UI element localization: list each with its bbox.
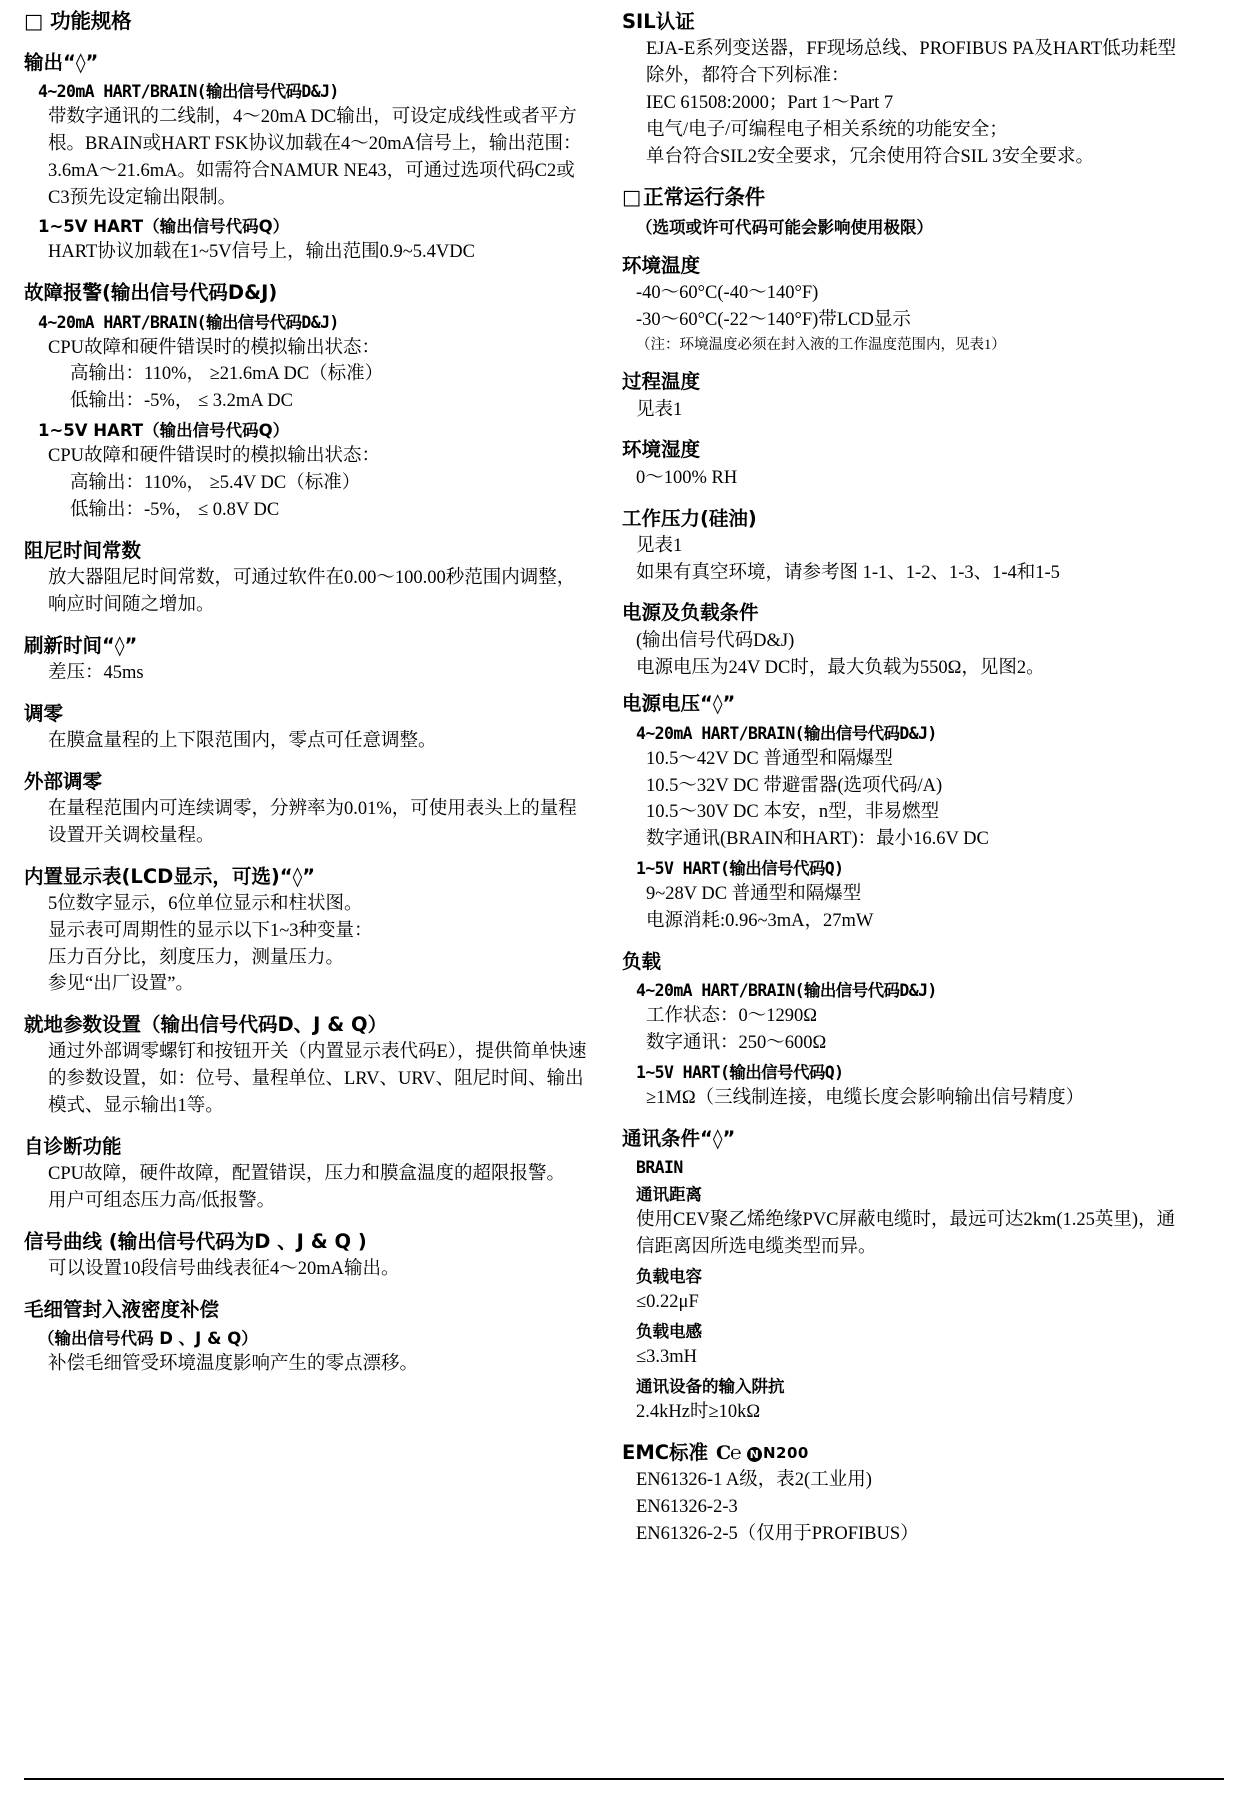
ce-mark-icon: C℮ (716, 1441, 741, 1464)
paragraph-fault-low-output: 低输出：-5%， ≤ 3.2mA DC (70, 391, 293, 412)
heading-ambient-temperature: 环境温度 (622, 254, 701, 278)
paragraph-sil-scope: EJA-E系列变送器，FF现场总线、PROFIBUS PA及HART低功耗型除外，都符合下列标准： (646, 39, 1177, 87)
heading-signal-characterizer: 信号曲线 (输出信号代码为D 、J & Q ) (24, 1229, 367, 1253)
footer-rule (24, 1778, 1224, 1780)
paragraph-update-time: 差压：45ms (48, 662, 144, 683)
paragraph-indicator-variables: 压力百分比，刻度压力，测量压力。 (48, 947, 345, 968)
section-heading-text: 功能规格 (50, 9, 132, 33)
paragraph-signal-characterizer: 可以设置10段信号曲线表征4～20mA输出。 (48, 1259, 400, 1280)
left-column (24, 8, 588, 1548)
paragraph-ambient-temp-range: -40～60°C(-40～140°F) (636, 283, 819, 304)
heading-external-zero-adjust: 外部调零 (24, 769, 103, 793)
subheading-fault-4-20ma: 4~20mA HART/BRAIN(输出信号代码D&J) (38, 312, 339, 332)
paragraph-load-inductance: ≤3.3mH (636, 1346, 698, 1367)
paragraph-sil-functional-safety: 电气/电子/可编程电子相关系统的功能安全； (646, 119, 1008, 140)
paragraph-output-1-5v: HART协议加载在1~5V信号上，输出范围0.9~5.4VDC (48, 242, 475, 263)
paragraph-damping-time-constant: 放大器阻尼时间常数，可通过软件在0.00～100.00秒范围内调整，响应时间随之增加。 (48, 567, 576, 615)
heading-process-temperature: 过程温度 (622, 370, 701, 394)
paragraph-supply-consumption: 电源消耗:0.96~3mA，27mW (646, 910, 874, 931)
paragraph-self-diagnostics-user-alarm: 用户可组态压力高/低报警。 (48, 1191, 276, 1212)
paragraph-indicator-factory-setting: 参见“出厂设置”。 (48, 974, 194, 995)
paragraph-fault-1-5v-high: 高输出：110%， ≥5.4V DC（标准） (70, 472, 361, 493)
paragraph-supply-1-5v-range: 9~28V DC 普通型和隔爆型 (646, 884, 862, 905)
paragraph-fault-4-20ma: CPU故障和硬件错误时的模拟输出状态： (48, 337, 380, 358)
paragraph-self-diagnostics: CPU故障，硬件故障，配置错误，压力和膜盒温度的超限报警。 (48, 1164, 565, 1185)
paragraph-supply-general-flameproof: 10.5～42V DC 普通型和隔爆型 (646, 748, 893, 769)
square-bullet-icon: □ (24, 9, 44, 33)
paragraph-working-pressure-vacuum: 如果有真空环境，请参考图 1-1、1-2、1-3、1-4和1-5 (636, 562, 1060, 583)
heading-communication-requirements: 通讯条件“◊” (622, 1126, 736, 1150)
paragraph-sil-iec: IEC 61508:2000；Part 1～Part 7 (646, 92, 894, 113)
heading-load: 负载 (622, 949, 662, 973)
subheading-supply-4-20ma: 4~20mA HART/BRAIN(输出信号代码D&J) (636, 723, 937, 743)
subheading-load-capacitance: 负载电容 (636, 1266, 702, 1286)
paragraph-capillary-compensation: 补偿毛细管受环境温度影响产生的零点漂移。 (48, 1354, 419, 1375)
heading-output: 输出“◊” (24, 50, 99, 74)
paragraph-zero-adjust: 在膜盒量程的上下限范围内，零点可任意调整。 (48, 730, 437, 751)
heading-supply-voltage: 电源电压“◊” (622, 692, 736, 716)
heading-update-time: 刷新时间“◊” (24, 633, 138, 657)
subheading-output-4-20ma: 4~20mA HART/BRAIN(输出信号代码D&J) (38, 81, 339, 101)
paragraph-sil-levels: 单台符合SIL2安全要求，冗余使用符合SIL 3安全要求。 (646, 146, 1094, 167)
paragraph-external-zero-adjust: 在量程范围内可连续调零，分辨率为0.01%，可使用表头上的量程设置开关调校量程。 (48, 799, 577, 846)
paragraph-ambient-temp-lcd: -30～60°C(-22～140°F)带LCD显示 (636, 310, 911, 331)
paragraph-en61326-2-5: EN61326-2-5（仅用于PROFIBUS） (636, 1523, 919, 1544)
heading-emc-conformity (622, 1439, 1186, 1467)
paragraph-fault-high-output: 高输出：110%， ≥21.6mA DC（标准） (70, 364, 384, 385)
subheading-fault-1-5v: 1~5V HART（输出信号代码Q） (38, 421, 290, 441)
paragraph-load-operating: 工作状态：0～1290Ω (646, 1006, 817, 1027)
n200-mark-icon: N N200 (747, 1443, 809, 1464)
subheading-communication-distance: 通讯距离 (636, 1185, 702, 1205)
heading-working-pressure: 工作压力(硅油) (622, 506, 757, 530)
subheading-load-1-5v: 1~5V HART(输出信号代码Q) (636, 1062, 844, 1082)
paragraph-process-temperature: 见表1 (636, 399, 683, 420)
heading-damping-time-constant: 阻尼时间常数 (24, 538, 142, 562)
paragraph-supply-digital-comm: 数字通讯(BRAIN和HART)：最小16.6V DC (646, 829, 989, 850)
paragraph-output-4-20ma: 带数字通讯的二线制，4～20mA DC输出，可设定成线性或者平方根。BRAIN或HART FSK协议加载在4～20mA信号上，输出范围：3.6mA～21.6mA。如需符合NAMUR NE43，可通过选项代码C2或C3预先设定输出限制。 (48, 107, 582, 208)
heading-local-parameter-setting: 就地参数设置（输出信号代码D、J & Q） (24, 1013, 388, 1037)
right-column (622, 8, 1186, 1548)
paragraph-supply-intrinsic-safe: 10.5～30V DC 本安，n型，非易燃型 (646, 802, 940, 823)
subheading-load-inductance: 负载电感 (636, 1321, 702, 1341)
subheading-supply-1-5v: 1~5V HART(输出信号代码Q) (636, 859, 844, 879)
heading-fault-alarm: 故障报警(输出信号代码D&J) (24, 281, 278, 305)
section-heading-text-2: 正常运行条件 (643, 185, 765, 210)
paragraph-communication-distance: 使用CEV聚乙烯绝缘PVC屏蔽电缆时，最远可达2km(1.25英里)，通信距离因所选电缆类型而异。 (636, 1210, 1176, 1257)
paragraph-supply-arrester: 10.5～32V DC 带避雷器(选项代码/A) (646, 775, 943, 796)
heading-supply-and-load: 电源及负载条件 (622, 601, 759, 625)
emc-marks-group (716, 1441, 809, 1464)
two-column-layout (24, 8, 1224, 1548)
paragraph-en61326-1: EN61326-1 A级，表2(工业用) (636, 1470, 872, 1491)
subheading-input-impedance: 通讯设备的输入阱抗 (636, 1376, 785, 1396)
heading-ambient-humidity: 环境湿度 (622, 438, 701, 462)
subheading-option-code-note: （选项或许可代码可能会影响使用极限） (636, 218, 933, 238)
paragraph-supply-load-code: (输出信号代码D&J) (636, 630, 795, 651)
paragraph-supply-load-value: 电源电压为24V DC时，最大负载为550Ω，见图2。 (636, 657, 1045, 678)
section-heading-functional-specs (24, 8, 588, 36)
paragraph-ambient-humidity: 0～100% RH (636, 467, 738, 488)
square-bullet-icon-2: □ (622, 185, 642, 210)
paragraph-working-pressure-table: 见表1 (636, 535, 683, 556)
heading-self-diagnostics: 自诊断功能 (24, 1134, 122, 1158)
emc-heading-text: EMC标准 (622, 1440, 709, 1464)
subheading-capillary-output-codes: （输出信号代码 D 、J & Q） (38, 1329, 258, 1349)
section-heading-normal-operating-conditions (622, 184, 1186, 212)
paragraph-en61326-2-3: EN61326-2-3 (636, 1497, 738, 1518)
paragraph-local-parameter-setting: 通过外部调零螺钉和按钮开关（内置显示表代码E），提供简单快速的参数设置，如：位号、量程单位、LRV、URV、阻尼时间、输出模式、显示输出1等。 (48, 1042, 587, 1117)
subheading-output-1-5v: 1~5V HART（输出信号代码Q） (38, 217, 290, 237)
heading-zero-adjust: 调零 (24, 701, 64, 725)
paragraph-load-1-5v: ≥1MΩ（三线制连接，电缆长度会影响输出信号精度） (646, 1087, 1085, 1108)
paragraph-indicator-digits: 5位数字显示，6位单位显示和柱状图。 (48, 893, 363, 914)
subheading-brain: BRAIN (636, 1157, 683, 1177)
heading-sil-certification: SIL认证 (622, 10, 695, 33)
subheading-load-4-20ma: 4~20mA HART/BRAIN(输出信号代码D&J) (636, 981, 937, 1001)
heading-capillary-fill-fluid-compensation: 毛细管封入液密度补偿 (24, 1297, 220, 1321)
paragraph-indicator-cycle: 显示表可周期性的显示以下1~3种变量： (48, 920, 373, 941)
paragraph-load-digital-comm: 数字通讯：250～600Ω (646, 1032, 827, 1053)
paragraph-input-impedance: 2.4kHz时≥10kΩ (636, 1401, 761, 1422)
heading-integral-indicator: 内置显示表(LCD显示，可选)“◊” (24, 864, 316, 888)
paragraph-fault-1-5v: CPU故障和硬件错误时的模拟输出状态： (48, 446, 380, 467)
note-ambient-temperature: （注：环境温度必须在封入液的工作温度范围内，见表1） (636, 337, 1006, 354)
paragraph-fault-1-5v-low: 低输出：-5%， ≤ 0.8V DC (70, 499, 280, 520)
paragraph-load-capacitance: ≤0.22μF (636, 1291, 699, 1312)
